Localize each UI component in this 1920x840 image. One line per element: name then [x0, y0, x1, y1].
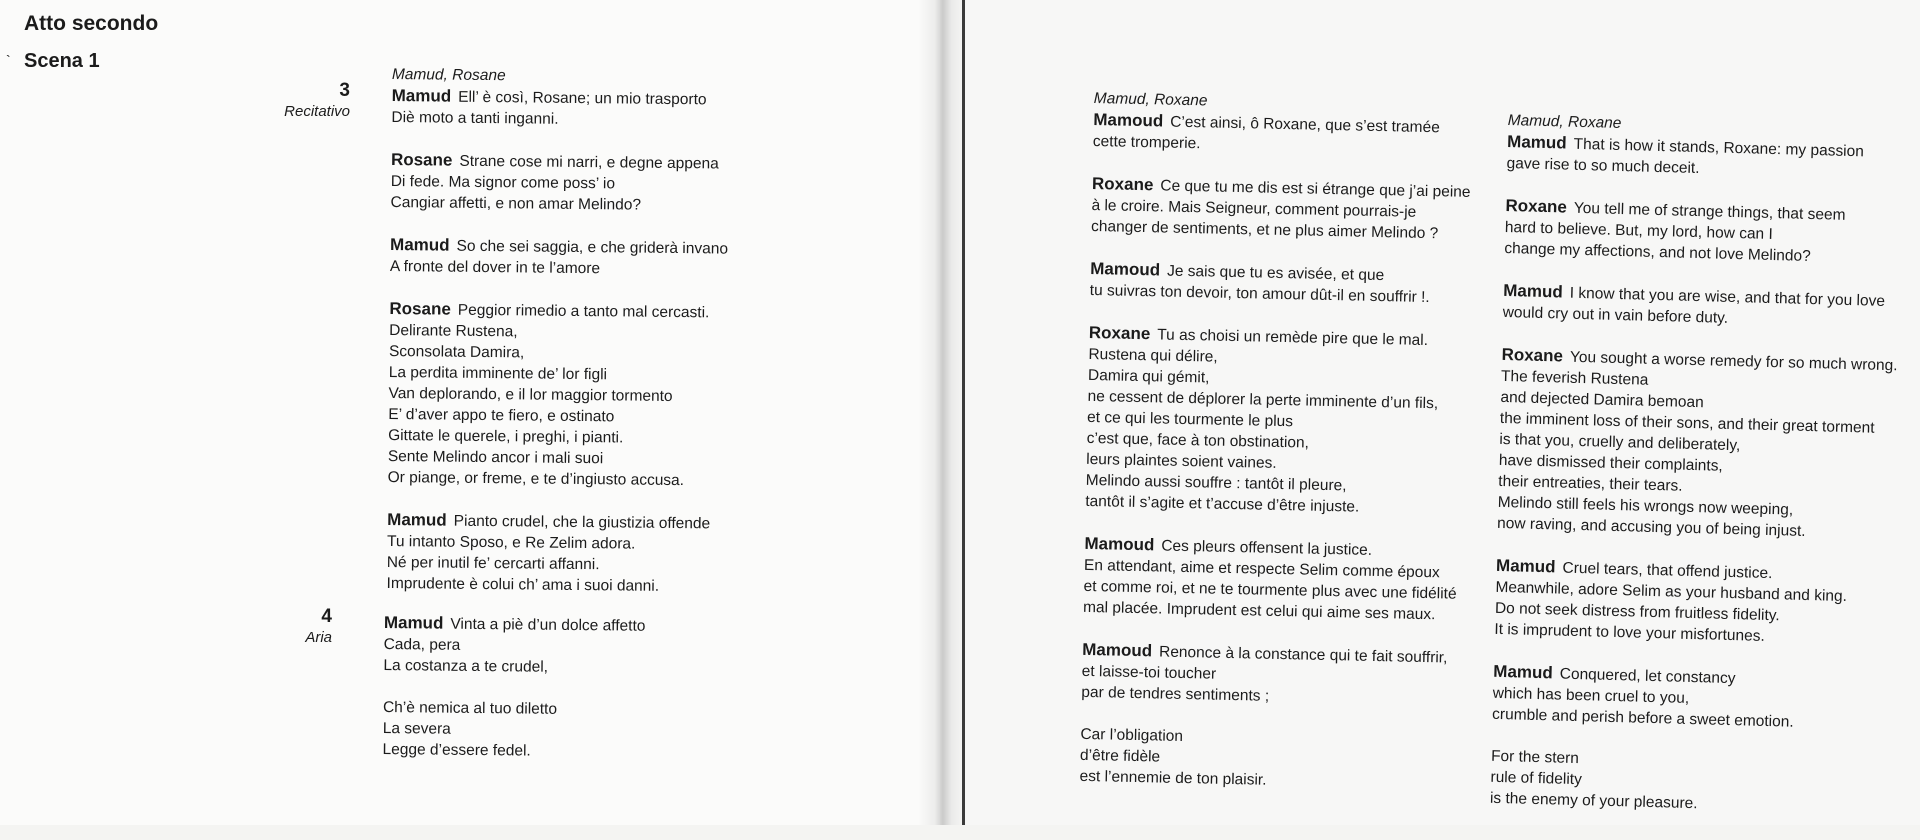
number-label: 4 — [321, 606, 332, 627]
verse-line — [390, 192, 830, 218]
line-text: Rustena qui délire, — [1088, 345, 1218, 366]
english-translation-column — [1489, 110, 1908, 840]
line-text: Peggior rimedio a tanto mal cercasti. — [457, 301, 710, 322]
line-text: cette tromperie. — [1092, 132, 1201, 153]
line-text: Ch’è nemica al tuo diletto — [382, 698, 558, 718]
line-text: Pianto crudel, che la giustizia offende — [453, 512, 711, 533]
speech-block — [382, 697, 823, 765]
line-text: tu suivras ton devoir, ton amour dût-il en souffrir !. — [1089, 281, 1430, 307]
line-text: changer de sentiments, et ne plus aimer Melindo ? — [1090, 217, 1439, 243]
act-title: Atto secondo — [24, 12, 159, 35]
line-text: Diè moto a tanti inganni. — [391, 108, 559, 128]
number-4-marker — [212, 606, 332, 648]
line-text: et laisse-toi toucher — [1081, 662, 1217, 683]
aria-label: Aria — [305, 629, 332, 646]
line-text: Conquered, let constancy — [1559, 665, 1736, 688]
line-text: Car l’obligation — [1080, 725, 1184, 746]
left-page — [0, 0, 940, 825]
line-text: A fronte del dover in te l’amore — [389, 257, 601, 278]
line-text: ne cessent de déplorer la perte imminente d’un fils, — [1087, 387, 1439, 413]
verse-line — [383, 655, 823, 681]
line-text: and dejected Damira bemoan — [1500, 388, 1704, 412]
line-text: is that you, cruelly and deliberately, — [1499, 430, 1741, 455]
speech-block — [1079, 724, 1470, 795]
speaker-name: Roxane — [1501, 344, 1564, 366]
speech-block — [1081, 639, 1472, 711]
speech-block — [386, 509, 827, 599]
line-text: E’ d’aver appo te fiero, e ostinato — [388, 405, 615, 426]
line-text: Cruel tears, that offend justice. — [1562, 559, 1773, 583]
speaker-name: Mamud — [1495, 555, 1556, 577]
line-text: You sought a worse remedy for so much wrong. — [1569, 348, 1898, 375]
line-text: gave rise to so much deceit. — [1506, 154, 1700, 178]
italian-recitativo-column — [386, 64, 832, 620]
line-text: would cry out in vain before duty. — [1502, 303, 1729, 327]
line-text: Tu as choisi un remède pire que le mal. — [1157, 326, 1429, 350]
line-text: Meanwhile, adore Selim as your husband and king. — [1495, 578, 1848, 606]
line-text: The feverish Rustena — [1500, 367, 1649, 389]
speech-block — [1494, 555, 1896, 650]
speech-block — [1492, 661, 1894, 735]
line-text: et comme roi, et ne te tourmente plus avec une fidélité — [1083, 577, 1457, 603]
line-text: Né per inutil fe’ cercarti affanni. — [386, 553, 600, 574]
line-text: is the enemy of your pleasure. — [1489, 789, 1698, 813]
number-3-marker — [230, 80, 350, 122]
italian-aria-column — [382, 612, 824, 786]
speaker-name: Rosane — [389, 298, 451, 319]
line-text: Delirante Rustena, — [389, 321, 518, 341]
line-text: Legge d’essere fedel. — [382, 740, 531, 760]
speaker-name: Roxane — [1505, 195, 1568, 217]
line-text: Ell’ è così, Rosane; un mio trasporto — [458, 88, 707, 109]
speaker-name: Mamud — [1493, 661, 1554, 683]
speaker-name: Mamoud — [1093, 109, 1164, 131]
line-text: est l’ennemie de ton plaisir. — [1079, 767, 1267, 789]
verse-line — [390, 256, 830, 282]
line-text: et ce qui les tourmente le plus — [1086, 408, 1294, 431]
tick-mark: ` — [6, 52, 11, 68]
line-text: have dismissed their complaints, — [1498, 451, 1723, 475]
verse-line — [382, 739, 822, 765]
line-text: Damira qui gémit, — [1087, 366, 1210, 387]
line-text: crumble and perish before a sweet emotion. — [1491, 705, 1794, 731]
speaker-name: Mamud — [387, 509, 447, 530]
line-text: La perdita imminente de’ lor figli — [388, 363, 608, 384]
line-text: Ces pleurs offensent la justice. — [1161, 537, 1373, 559]
line-text: C’est ainsi, ô Roxane, que s’est tramée — [1170, 113, 1440, 137]
line-text: Van deplorando, e il lor maggior tormento — [388, 384, 673, 405]
line-text: That is how it stands, Roxane: my passion — [1573, 135, 1865, 161]
scene-title: Scena 1 — [24, 50, 100, 72]
line-text: Ce que tu me dis est si étrange que j’ai peine — [1160, 177, 1471, 201]
french-translation-column — [1079, 88, 1484, 816]
speech-block — [388, 298, 830, 493]
stage-direction: Mamud, Rosane — [391, 65, 506, 85]
line-text: Melindo aussi souffre : tantôt il pleure, — [1085, 471, 1347, 495]
line-text: Gittate le querele, i preghi, i pianti. — [388, 426, 624, 447]
line-text: Imprudente è colui ch’ ama i suoi danni. — [386, 574, 660, 595]
speaker-name: Mamoud — [1090, 258, 1161, 280]
speaker-name: Rosane — [390, 149, 453, 170]
line-text: par de tendres sentiments ; — [1081, 683, 1270, 705]
speech-block — [1091, 173, 1482, 245]
speech-block — [1093, 109, 1484, 160]
line-text: Di fede. Ma signor come poss’ io — [390, 172, 616, 193]
line-text: now raving, and accusing you of being injust. — [1496, 514, 1806, 540]
line-text: Cangiar affetti, e non amar Melindo? — [390, 193, 642, 214]
speaker-name: Mamud — [1503, 280, 1564, 302]
speech-block — [1504, 195, 1906, 269]
line-text: En attendant, aime et respecte Selim comme époux — [1083, 556, 1440, 582]
line-text: leurs plaintes soient vaines. — [1086, 450, 1277, 472]
speaker-name: Mamud — [391, 85, 452, 106]
speaker-name: Mamud — [1506, 131, 1567, 153]
line-text: Strane cose mi narri, e degne appena — [459, 152, 719, 173]
book-gutter-shadow — [918, 0, 966, 825]
line-text: Vinta a piè d’un dolce affetto — [450, 615, 646, 635]
speaker-name: Mamud — [383, 612, 444, 633]
line-text: So che sei saggia, e che griderà invano — [456, 237, 729, 258]
line-text: tantôt il s’agite et t’accuse d’être injuste. — [1085, 492, 1360, 516]
line-text: their entreaties, their tears. — [1498, 472, 1683, 495]
speech-block — [390, 149, 831, 218]
line-text: d’être fidèle — [1079, 746, 1161, 766]
speech-block — [1502, 280, 1903, 333]
stage-direction: Mamud, Roxane — [1093, 89, 1208, 110]
number-label: 3 — [339, 80, 350, 101]
speaker-name: Roxane — [1088, 322, 1151, 344]
verse-line — [391, 107, 831, 133]
speaker-name: Mamoud — [1082, 639, 1153, 661]
line-text: Renonce à la constance qui te fait souffrir, — [1158, 643, 1448, 667]
speaker-name: Roxane — [1091, 173, 1154, 195]
speech-block — [1497, 344, 1902, 544]
book-gutter-fold — [962, 0, 965, 825]
line-text: Do not seek distress from fruitless fidelity. — [1494, 599, 1780, 625]
line-text: Sconsolata Damira, — [388, 342, 525, 362]
line-text: c’est que, face à ton obstination, — [1086, 429, 1310, 452]
line-text: hard to believe. But, my lord, how can I — [1504, 218, 1774, 243]
recitativo-label: Recitativo — [284, 103, 350, 120]
line-text: La costanza a te crudel, — [383, 656, 549, 676]
speech-block — [1090, 258, 1481, 309]
line-text: Sente Melindo ancor i mali suoi — [387, 447, 604, 468]
speech-block — [1083, 533, 1475, 626]
line-text: It is imprudent to love your misfortunes. — [1494, 620, 1766, 645]
verse-line — [386, 573, 826, 599]
line-text: à le croire. Mais Seigneur, comment pourrais-je — [1091, 196, 1417, 221]
speech-block — [383, 612, 824, 681]
line-text: which has been cruel to you, — [1492, 684, 1690, 707]
verse-line — [388, 467, 828, 493]
line-text: the imminent loss of their sons, and their great torment — [1499, 409, 1875, 437]
line-text: change my affections, and not love Melindo? — [1504, 239, 1811, 265]
line-text: I know that you are wise, and that for you love — [1569, 284, 1886, 310]
line-text: For the stern — [1490, 747, 1580, 768]
speech-block — [1506, 131, 1907, 184]
line-text: Cada, pera — [383, 635, 461, 654]
speech-block — [390, 234, 830, 282]
line-text: Melindo still feels his wrongs now weeping, — [1497, 493, 1794, 519]
stage-direction: Mamud, Roxane — [1507, 111, 1622, 132]
line-text: La severa — [382, 719, 451, 738]
speaker-name: Mamoud — [1084, 533, 1155, 555]
speaker-name: Mamud — [390, 234, 450, 255]
line-text: Tu intanto Sposo, e Re Zelim adora. — [386, 532, 636, 553]
speech-block — [1490, 746, 1892, 819]
right-page — [940, 0, 1920, 825]
line-text: Or piange, or freme, e te d’ingiusto accusa. — [387, 468, 685, 490]
line-text: Je sais que tu es avisée, et que — [1166, 262, 1385, 285]
line-text: mal placée. Imprudent est celui qui aime ses maux. — [1082, 598, 1436, 624]
line-text: rule of fidelity — [1490, 768, 1583, 789]
line-text: You tell me of strange things, that seem — [1573, 199, 1846, 224]
speech-block — [391, 85, 831, 133]
speech-block — [1085, 322, 1479, 520]
